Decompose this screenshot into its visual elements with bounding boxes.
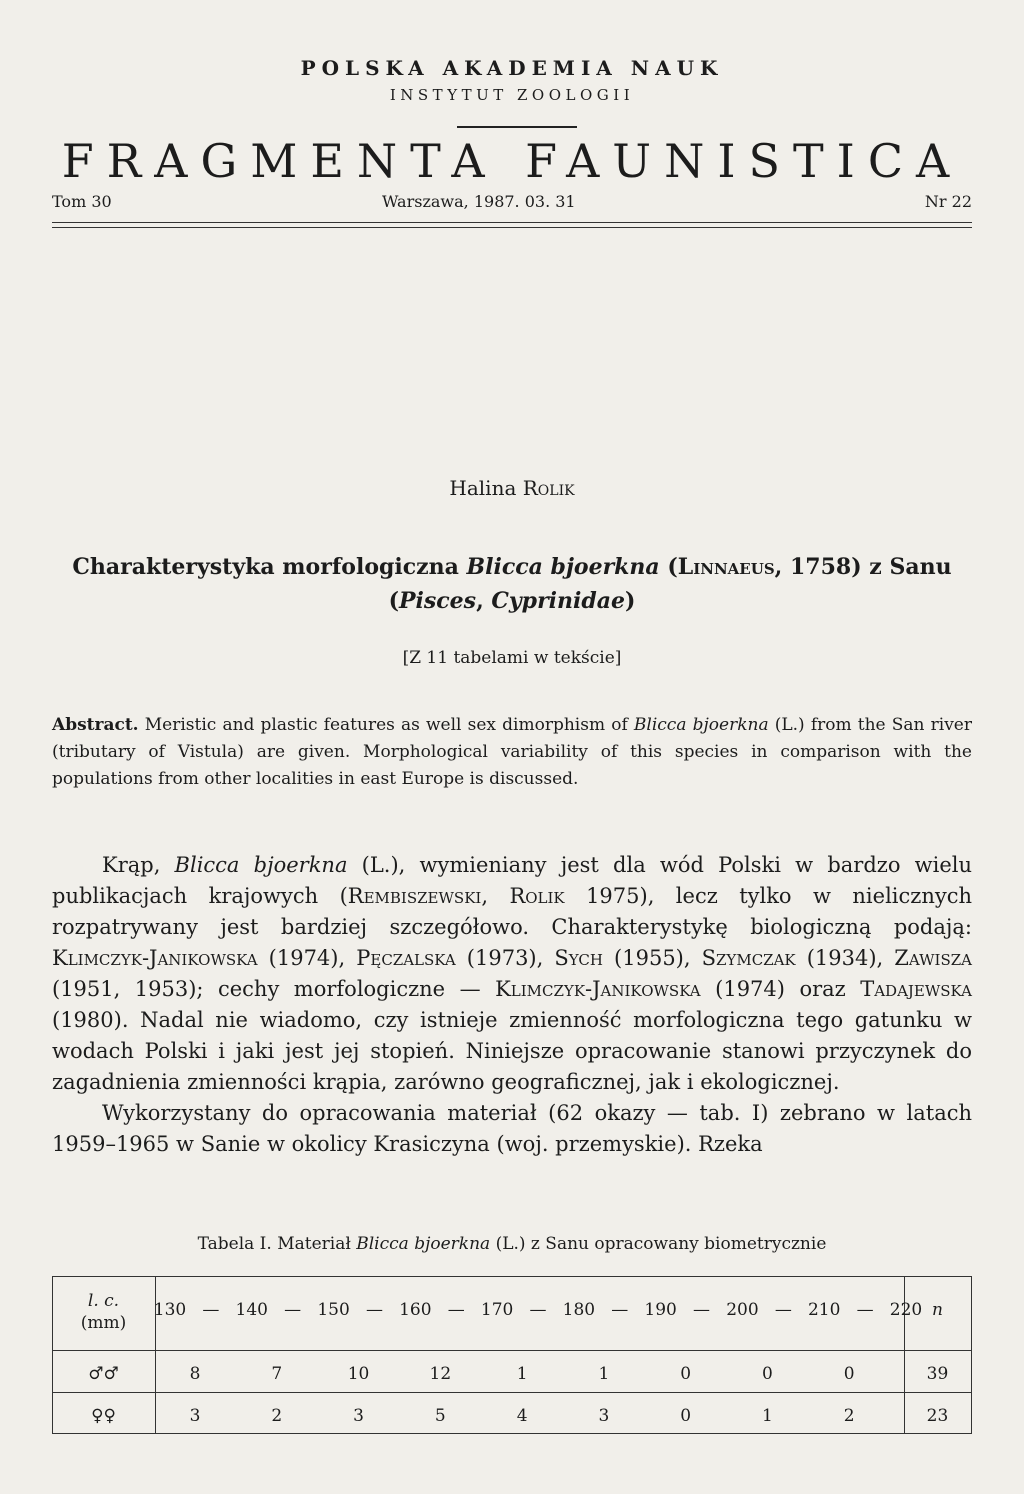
body-citation: Szymczak bbox=[701, 946, 796, 970]
body-citation: Klimczyk-Janikowska bbox=[52, 946, 258, 970]
body-text: , bbox=[481, 884, 510, 908]
body-citation: Klimczyk-Janikowska bbox=[495, 977, 701, 1001]
header-dash: — bbox=[529, 1300, 547, 1320]
table-rule-row bbox=[52, 1392, 972, 1393]
row-value: 0 bbox=[680, 1406, 692, 1426]
body-text: Krąp, bbox=[102, 853, 175, 877]
body-citation: Rembiszewski bbox=[347, 884, 482, 908]
body-text: 1975), lecz tylko w nielicznych rozpatrywany jest bardziej szczegółowo. Charakterystykę biologiczną podają: bbox=[52, 884, 973, 939]
material-table bbox=[52, 1276, 972, 1434]
row-total: 39 bbox=[926, 1364, 949, 1384]
body-citation: Sych bbox=[554, 946, 603, 970]
body-citation: Zawisza bbox=[894, 946, 972, 970]
header-rule-top bbox=[52, 222, 972, 223]
title-authority: Linnaeus bbox=[677, 554, 775, 580]
body-text: (L.), wymieniany jest dla wód Polski w bardzo wielu publikacjach krajowych ( bbox=[52, 853, 972, 908]
caption-species: Blicca bjoerkna bbox=[356, 1234, 491, 1254]
row-value: 1 bbox=[516, 1364, 528, 1384]
header-length-class bbox=[52, 1290, 155, 1334]
issue-number-label: Nr 22 bbox=[924, 192, 972, 211]
body-species: Blicca bjoerkna bbox=[174, 853, 348, 877]
row-value: 0 bbox=[843, 1364, 855, 1384]
row-value: 1 bbox=[762, 1406, 773, 1426]
title-paren: ( bbox=[388, 588, 399, 614]
body-text: (1980). Nadal nie wiadomo, czy istnieje zmienność morfologiczna tego gatunku w wodach Polski i jaki jest jej stopień. Niniejsze opracowanie stanowi przyczynek do zagadnienia zmienności krąpia, zarówno geograficznej, jak i ekologicznej. bbox=[52, 1008, 972, 1094]
title-species: Blicca bjoerkna bbox=[466, 554, 660, 580]
row-value: 0 bbox=[762, 1364, 773, 1384]
row-value: 8 bbox=[189, 1364, 201, 1384]
header-class-bound: 180 bbox=[562, 1300, 596, 1320]
place-date-label: Warszawa, 1987. 03. 31 bbox=[382, 192, 576, 211]
title-line-1 bbox=[52, 550, 972, 584]
table-border-right bbox=[971, 1276, 972, 1434]
article-body bbox=[52, 850, 972, 1160]
academy-name: POLSKA AKADEMIA NAUK bbox=[300, 56, 724, 80]
table-rule-header bbox=[52, 1350, 972, 1351]
row-label: ♂♂ bbox=[88, 1364, 119, 1384]
header-dash: — bbox=[202, 1300, 220, 1320]
issue-meta-row bbox=[52, 192, 972, 216]
row-value: 12 bbox=[429, 1364, 452, 1384]
caption-text-end: (L.) z Sanu opracowany biometrycznie bbox=[490, 1234, 827, 1254]
header-dash: — bbox=[284, 1300, 302, 1320]
journal-page bbox=[52, 0, 972, 1494]
author-last-name: Rolik bbox=[522, 476, 575, 500]
body-text: (1951, 1953); cechy morfologiczne — bbox=[52, 977, 496, 1001]
header-class-bound: 160 bbox=[399, 1300, 432, 1320]
header-class-bound: 220 bbox=[889, 1300, 923, 1320]
row-value: 4 bbox=[516, 1406, 528, 1426]
header-dash: — bbox=[611, 1300, 629, 1320]
body-paragraph-2: Wykorzystany do opracowania materiał (62 okazy — tab. I) zebrano w latach 1959–1965 w Sanie w okolicy Krasiczyna (woj. przemyskie). Rzeka bbox=[52, 1101, 972, 1156]
header-rule-bottom bbox=[52, 227, 972, 228]
header-dash: — bbox=[774, 1300, 792, 1320]
body-text: (1974) oraz bbox=[700, 977, 861, 1001]
title-text-end: , 1758) z Sanu bbox=[774, 554, 952, 580]
body-citation: Rolik bbox=[509, 884, 565, 908]
header-dash: — bbox=[693, 1300, 711, 1320]
title-taxon-family: Cyprinidae bbox=[491, 588, 626, 614]
row-value: 3 bbox=[598, 1406, 610, 1426]
title-separator: , bbox=[476, 588, 492, 614]
title-line-2 bbox=[52, 584, 972, 618]
article-title bbox=[52, 550, 972, 618]
header-dash: — bbox=[856, 1300, 874, 1320]
header-class-bound: 190 bbox=[644, 1300, 677, 1320]
abstract-label: Abstract. bbox=[52, 715, 139, 735]
row-value: 5 bbox=[434, 1406, 446, 1426]
title-paren: ) bbox=[625, 588, 636, 614]
abstract-species: Blicca bjoerkna bbox=[633, 715, 769, 735]
header-length-label: l. c. bbox=[87, 1291, 120, 1311]
row-label: ♀♀ bbox=[91, 1406, 116, 1426]
row-value: 3 bbox=[189, 1406, 201, 1426]
body-text: (1974), bbox=[257, 946, 357, 970]
body-citation: Pęczalska bbox=[356, 946, 456, 970]
header-class-bound: 140 bbox=[235, 1300, 268, 1320]
body-text: (1955), bbox=[602, 946, 702, 970]
title-taxon-order: Pisces bbox=[398, 588, 477, 614]
institute-name: INSTYTUT ZOOLOGII bbox=[389, 86, 635, 104]
header-class-bound: 200 bbox=[726, 1300, 759, 1320]
abstract-paragraph bbox=[52, 712, 972, 793]
header-class-bound: 210 bbox=[807, 1300, 841, 1320]
row-value: 1 bbox=[598, 1364, 610, 1384]
header-class-bound: 170 bbox=[480, 1300, 514, 1320]
row-value: 2 bbox=[271, 1406, 283, 1426]
row-value: 3 bbox=[353, 1406, 364, 1426]
header-short-rule bbox=[457, 126, 577, 128]
author-name bbox=[52, 476, 972, 500]
abstract-text: Meristic and plastic features as well sex dimorphism of bbox=[138, 715, 634, 735]
table-rule-bottom bbox=[52, 1433, 972, 1434]
header-class-bound: 150 bbox=[317, 1300, 350, 1320]
row-total: 23 bbox=[926, 1406, 949, 1426]
author-first-name: Halina bbox=[449, 476, 517, 500]
header-dash: — bbox=[447, 1300, 465, 1320]
caption-text: Tabela I. Materiał bbox=[197, 1234, 357, 1254]
header-class-bound: 130 bbox=[153, 1300, 187, 1320]
table-rule-top bbox=[52, 1276, 972, 1277]
journal-title: FRAGMENTA FAUNISTICA bbox=[61, 134, 963, 188]
table-caption bbox=[52, 1234, 972, 1254]
title-text: Charakterystyka morfologiczna bbox=[72, 554, 459, 580]
body-citation: Tadajewska bbox=[860, 977, 972, 1001]
body-paragraph-1 bbox=[52, 850, 972, 1098]
row-value: 10 bbox=[347, 1364, 370, 1384]
header-dash: — bbox=[365, 1300, 383, 1320]
row-value: 0 bbox=[680, 1364, 692, 1384]
header-length-unit: (mm) bbox=[80, 1313, 127, 1333]
row-value: 2 bbox=[843, 1406, 855, 1426]
abstract-text-end: (L.) from the San river (tributary of Vistula) are given. Morphological variability of this species in comparison with the populations from other localities in east Europe is discussed. bbox=[52, 715, 972, 789]
volume-label: Tom 30 bbox=[52, 192, 112, 211]
body-text: (1934), bbox=[795, 946, 895, 970]
tables-note: [Z 11 tabelami w tekście] bbox=[402, 648, 622, 668]
header-n: n bbox=[932, 1300, 943, 1320]
title-paren: ( bbox=[667, 554, 678, 580]
row-value: 7 bbox=[271, 1364, 283, 1384]
body-text: (1973), bbox=[455, 946, 555, 970]
